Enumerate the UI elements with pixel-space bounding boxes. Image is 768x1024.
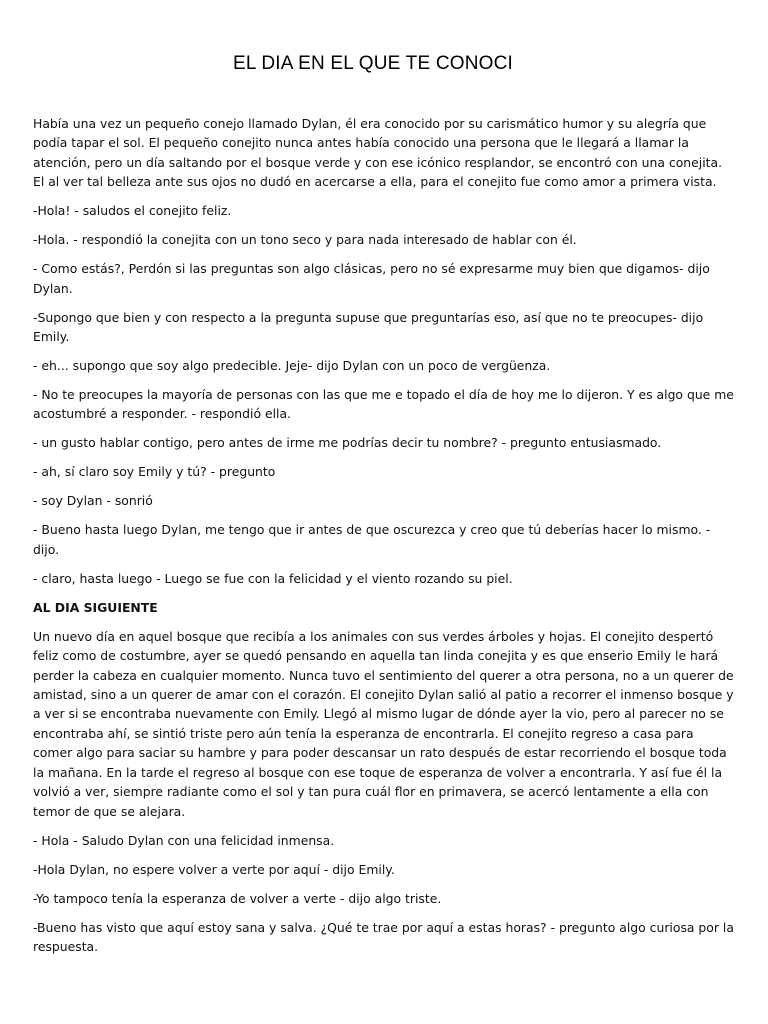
dialogue-line: - un gusto hablar contigo, pero antes de irme me podrías decir tu nombre? - pregunto entusiasmado. [33,435,662,451]
paragraph: Había una vez un pequeño conejo llamado Dylan, él era conocido por su carismático humor y su alegría que podía tapar el sol. El pequeño conejito nunca antes había conocido una persona que le llegará a llamar la atención, pero un día saltando por el bosque verde y con ese icónico resplandor, se encontró con una conejita. El al ver tal belleza ante sus ojos no dudó en acercarse a ella, para el conejito fue como amor a primera vista. [33,116,723,190]
dialogue-line: -Supongo que bien y con respecto a la pregunta supuse que preguntarías eso, así que no te preocupes- dijo Emily. [33,309,704,345]
section-heading: AL DIA SIGUIENTE [33,599,158,615]
dialogue-line: -Hola! - saludos el conejito feliz. [33,203,232,219]
dialogue-line: -Hola Dylan, no espere volver a verte por aquí - dijo Emily. [33,861,395,877]
document-title: EL DIA EN EL QUE TE CONOCI [232,53,514,74]
dialogue-line: -Bueno has visto que aquí estoy sana y salva. ¿Qué te trae por aquí a estas horas? - pregunto algo curiosa por la respuesta. [33,919,734,954]
dialogue-line: -Hola. - respondió la conejita con un tono seco y para nada interesado de hablar con él. [33,232,577,248]
dialogue-line: - Bueno hasta luego Dylan, me tengo que ir antes de que oscurezca y creo que tú deberías hacer lo mismo. - dijo. [33,522,711,557]
dialogue-line: - soy Dylan - sonrió [33,493,153,509]
paragraph: Un nuevo día en aquel bosque que recibía a los animales con sus verdes árboles y hojas. El conejito despertó feliz como de costumbre, ayer se quedó pensando en aquella tan linda conejita y es que enserio Emily le hará perder la cabeza en cualquier momento. Nunca tuvo el sentimiento del querer a otra persona, no a un querer de amistad, sino a un querer de amar con el corazón. El conejito Dylan salió al patio a recorrer el inmenso bosque y a ver si se encontraba nuevamente con Emily. Llegó al mismo lugar de dónde ayer la vio, pero al parecer no se encontraba ahí, se sintió triste pero aún tenía la esperanza de encontrarla. El conejito regreso a casa para comer algo para saciar su hambre y para poder descansar un rato después de estar recorriendo el bosque toda la mañana. En la tarde el regreso al bosque con ese toque de esperanza de volver a encontrarla. Y así fue él la volvió a ver, siempre radiante como el sol y tan pura cuál flor en primavera, se acercó lentamente a ella con temor de que se alejara. [33,628,734,819]
dialogue-line: - Como estás?, Perdón si las preguntas son algo clásicas, pero no sé expresarme muy bien que digamos- dijo Dylan. [33,261,710,296]
dialogue-line: - eh... supongo que soy algo predecible. Jeje- dijo Dylan con un poco de vergüenza. [33,358,551,374]
dialogue-line: - claro, hasta luego - Luego se fue con la felicidad y el viento rozando su piel. [33,570,513,586]
document-body [33,114,736,966]
dialogue-line: - Hola - Saludo Dylan con una felicidad inmensa. [33,832,335,848]
dialogue-line: - ah, sí claro soy Emily y tú? - pregunto [33,464,276,480]
dialogue-line: - No te preocupes la mayoría de personas con las que me e topado el día de hoy me lo dijeron. Y es algo que me acostumbré a responder. - respondió ella. [33,387,734,422]
dialogue-line: -Yo tampoco tenía la esperanza de volver a verte - dijo algo triste. [33,890,442,906]
